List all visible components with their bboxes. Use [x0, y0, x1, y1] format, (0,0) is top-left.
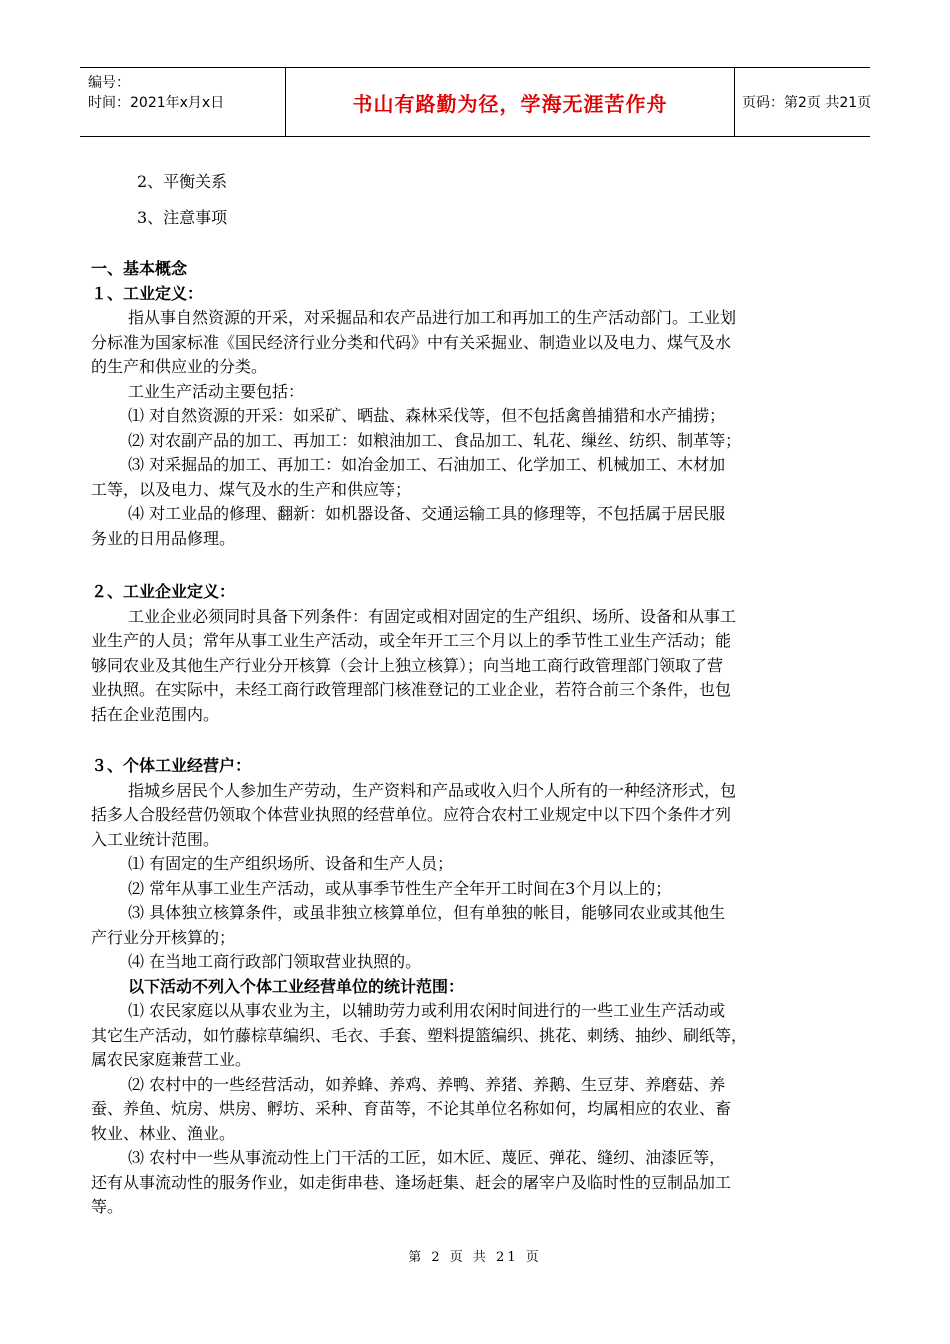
list-item-line: 产行业分开核算的；	[91, 927, 236, 947]
list-item-line: ⑵ 对农副产品的加工、再加工：如粮油加工、食品加工、轧花、缫丝、纺织、制革等；	[128, 430, 742, 450]
toc-item: 2、平衡关系	[137, 172, 228, 191]
document-date-label: 时间：2021年x月x日	[88, 95, 225, 111]
list-item-line: ⑷ 在当地工商行政部门领取营业执照的。	[128, 952, 422, 971]
document-number-label: 编号：	[88, 75, 130, 91]
list-item-line: 还有从事流动性的服务作业，如走街串巷、逢场赶集、赶会的屠宰户及临时性的豆制品加工	[91, 1172, 732, 1192]
list-item-line: 工等，以及电力、煤气及水的生产和供应等；	[91, 479, 412, 499]
list-item-line: 务业的日用品修理。	[91, 528, 236, 548]
section-heading: ３、个体工业经营户：	[91, 756, 252, 775]
list-item-line: 牧业、林业、渔业。	[91, 1123, 236, 1143]
paragraph-line: 指从事自然资源的开采，对采掘品和农产品进行加工和再加工的生产活动部门。工业划	[128, 308, 737, 327]
paragraph-line: 指城乡居民个人参加生产劳动，生产资料和产品或收入归个人所有的一种经济形式，包	[128, 780, 737, 800]
page-header	[80, 67, 870, 137]
paragraph-line: 入工业统计范围。	[91, 829, 220, 849]
paragraph-line: 业生产的人员；常年从事工业生产活动，或全年开工三个月以上的季节性工业生产活动；能	[91, 631, 732, 650]
list-item-line: 等。	[91, 1197, 124, 1216]
header-meta	[80, 68, 285, 136]
list-item-line: ⑶ 具体独立核算条件，或虽非独立核算单位，但有单独的帐目，能够同农业或其他生	[128, 903, 726, 922]
toc-item: 3、注意事项	[137, 208, 228, 227]
subsection-heading: 以下活动不列入个体工业经营单位的统计范围：	[128, 976, 465, 996]
list-item-line: 属农民家庭兼营工业。	[91, 1050, 252, 1069]
paragraph-line: 分标准为国家标准《国民经济行业分类和代码》中有关采掘业、制造业以及电力、煤气及水	[91, 332, 732, 352]
list-item-line: ⑴ 有固定的生产组织场所、设备和生产人员；	[128, 854, 454, 873]
list-item-line: ⑵ 常年从事工业生产活动，或从事季节性生产全年开工时间在3个月以上的；	[128, 878, 672, 898]
header-motto: 书山有路勤为径，学海无涯苦作舟	[352, 91, 668, 116]
paragraph-line: 够同农业及其他生产行业分开核算（会计上独立核算）；向当地工商行政管理部门领取了营	[91, 655, 724, 675]
paragraph-line: 工业企业必须同时具备下列条件：有固定或相对固定的生产组织、场所、设备和从事工	[128, 606, 737, 626]
header-motto-cell	[285, 68, 735, 136]
list-item-line: ⑴ 农民家庭以从事农业为主，以辅助劳力或利用农闲时间进行的一些工业生产活动或	[128, 1001, 726, 1020]
list-item-line: 蚕、养鱼、炕房、烘房、孵坊、采种、育苗等，不论其单位名称如何，均属相应的农业、畜	[91, 1099, 732, 1118]
paragraph-line: 业执照。在实际中，未经工商行政管理部门核准登记的工业企业，若符合前三个条件，也包	[91, 680, 732, 699]
paragraph-line: 括在企业范围内。	[91, 704, 220, 724]
paragraph-line: 工业生产活动主要包括：	[128, 381, 305, 401]
section-heading: １、工业定义：	[91, 284, 204, 303]
page-footer: 第 2 页 共 21 页	[408, 1250, 542, 1265]
list-item-line: ⑵ 农村中的一些经营活动，如养蜂、养鸡、养鸭、养猪、养鹅、生豆芽、养磨菇、养	[128, 1074, 726, 1094]
list-item-line: ⑶ 对采掘品的加工、再加工：如冶金加工、石油加工、化学加工、机械加工、木材加	[128, 455, 726, 474]
header-page-info: 页码：第2页 共21页	[742, 95, 872, 111]
list-item-line: ⑴ 对自然资源的开采：如采矿、晒盐、森林采伐等，但不包括禽兽捕猎和水产捕捞；	[128, 406, 726, 425]
list-item-line: ⑶ 农村中一些从事流动性上门干活的工匠，如木匠、蔑匠、弹花、缝纫、油漆匠等，	[128, 1148, 726, 1167]
section-heading: ２、工业企业定义：	[91, 582, 236, 601]
paragraph-line: 的生产和供应业的分类。	[91, 357, 268, 376]
section-title: 一、基本概念	[91, 259, 188, 278]
paragraph-line: 括多人合股经营仍领取个体营业执照的经营单位。应符合农村工业规定中以下四个条件才列	[91, 805, 732, 824]
list-item-line: ⑷ 对工业品的修理、翻新：如机器设备、交通运输工具的修理等，不包括属于居民服	[128, 504, 726, 523]
list-item-line: 其它生产活动，如竹藤棕草编织、毛衣、手套、塑料提篮编织、挑花、刺绣、抽纱、刷纸等，	[91, 1025, 748, 1045]
